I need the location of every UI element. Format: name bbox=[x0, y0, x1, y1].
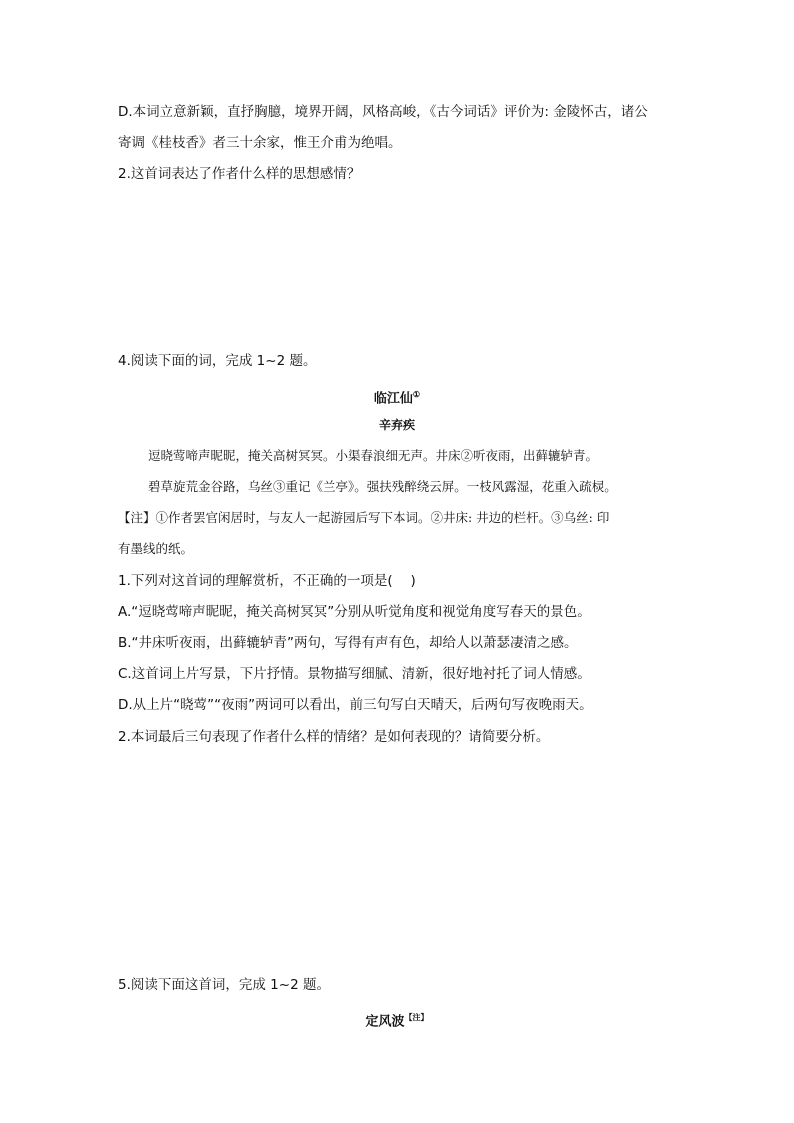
poem-title-text: 临江仙 bbox=[373, 391, 413, 407]
option-a: A.“逗晓莺啼声昵昵，掩关高树冥冥”分别从听觉角度和视觉角度写春天的景色。 bbox=[118, 604, 591, 620]
section-5-title-text: 定风波 bbox=[365, 1014, 405, 1030]
question-2: 2.这首词表达了作者什么样的思想感情？ bbox=[118, 166, 361, 182]
sub-question-1: 1.下列对这首词的理解赏析，不正确的一项是( ) bbox=[118, 573, 416, 589]
option-b: B.“井床听夜雨，出藓辘轳青”两句，写得有声有色，却给人以萧瑟凄清之感。 bbox=[118, 635, 578, 651]
section-5-intro: 5.阅读下面这首词，完成 1~2 题。 bbox=[118, 977, 330, 993]
poem-title bbox=[0, 385, 794, 408]
annotation-line-2: 有墨线的纸。 bbox=[118, 541, 194, 556]
section-5-title-mark: 【注】 bbox=[404, 1012, 429, 1022]
section-5-title bbox=[0, 1008, 794, 1031]
poem-title-mark: ① bbox=[412, 389, 421, 399]
option-d-line-2: 寄调《桂枝香》者三十余家，惟王介甫为绝唱。 bbox=[118, 135, 402, 151]
annotation-line-1: 【注】①作者罢官闲居时，与友人一起游园后写下本词。②井床: 井边的栏杆。③乌丝: 印 bbox=[118, 510, 610, 525]
poem-line-1: 逗晓莺啼声昵昵，掩关高树冥冥。小渠春浪细无声。井床②听夜雨，出藓辘轳青。 bbox=[148, 448, 599, 463]
option-c: C.这首词上片写景，下片抒情。景物描写细腻、清新，很好地衬托了词人情感。 bbox=[118, 666, 591, 682]
sub-question-2: 2.本词最后三句表现了作者什么样的情绪？是如何表现的？请简要分析。 bbox=[118, 729, 550, 745]
option-d-line-1: D.本词立意新颖，直抒胸臆，境界开阔，风格高峻，《古今词话》评价为: 金陵怀古，诸公 bbox=[118, 104, 648, 120]
poem-author: 辛弃疾 bbox=[378, 418, 415, 432]
poem-line-2: 碧草旋荒金谷路，乌丝③重记《兰亭》。强扶残醉绕云屏。一枝风露湿，花重入疏棂。 bbox=[148, 479, 617, 494]
option-d: D.从上片“晓莺”“夜雨”两词可以看出，前三句写白天晴天，后两句写夜晚雨天。 bbox=[118, 697, 593, 713]
section-4-intro: 4.阅读下面的词，完成 1~2 题。 bbox=[118, 353, 317, 369]
